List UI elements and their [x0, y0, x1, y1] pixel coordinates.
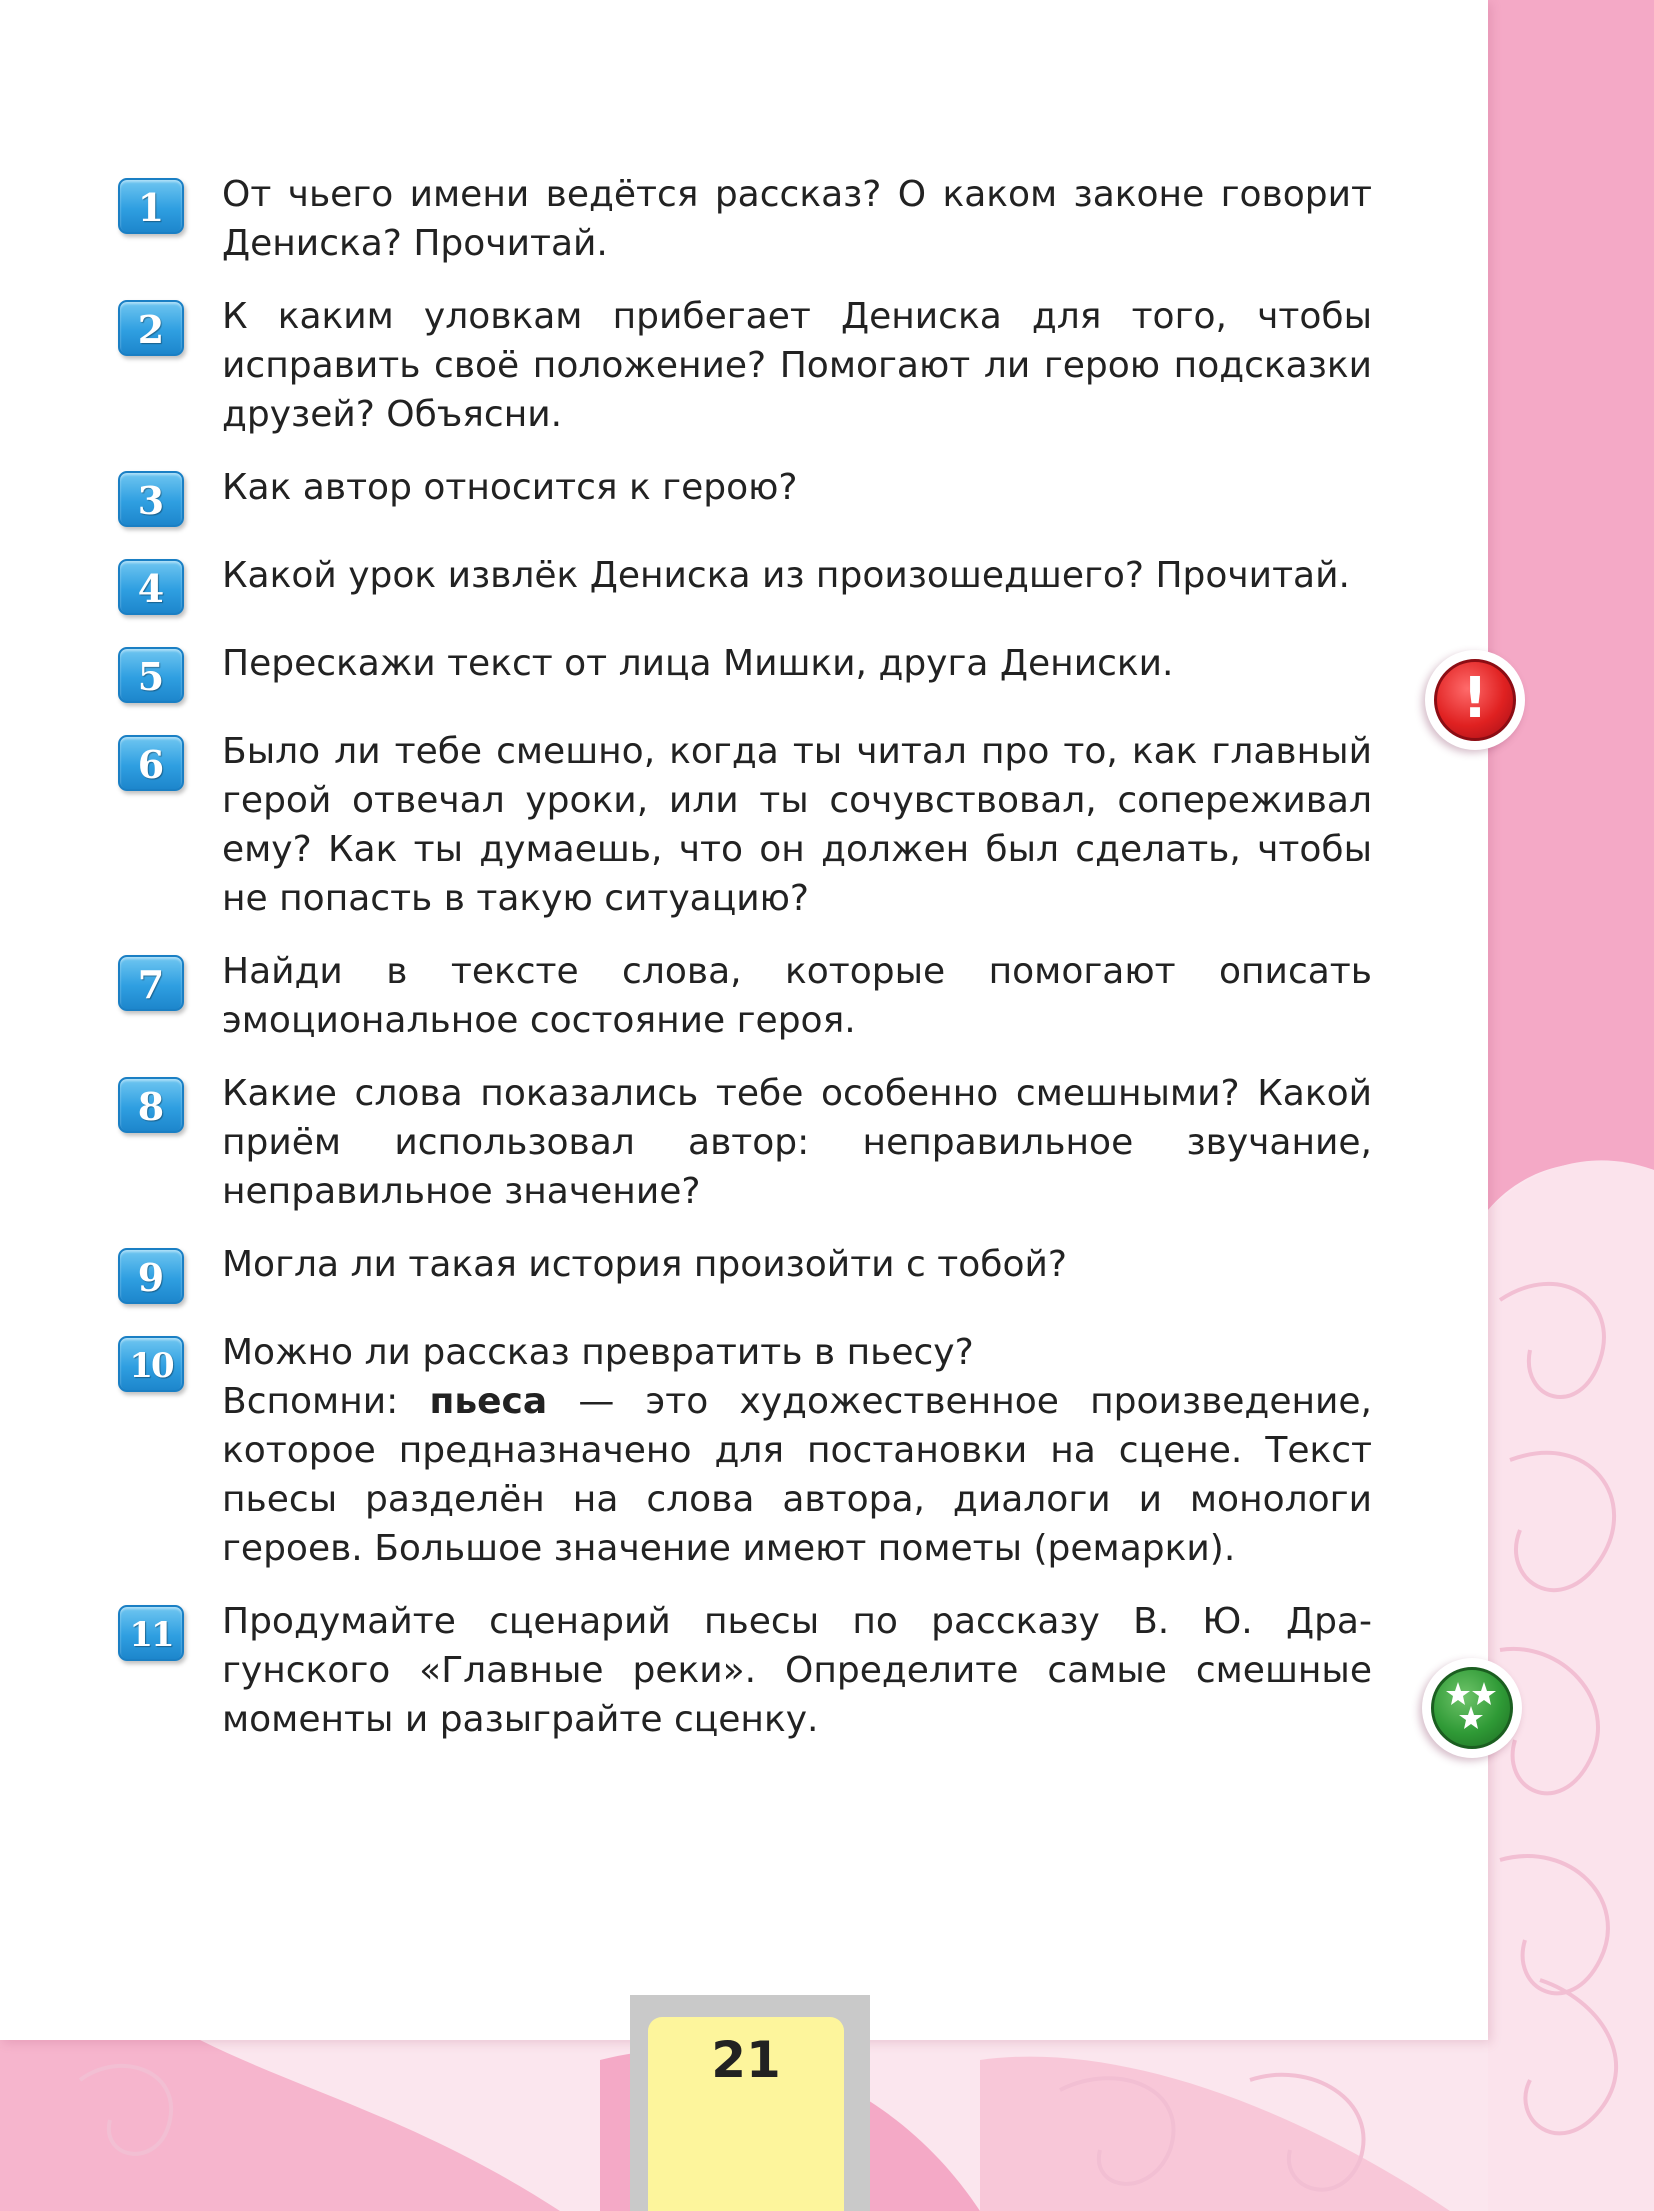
question-item [118, 727, 1373, 923]
definition-note [222, 1377, 1372, 1573]
question-number-badge: 2 [118, 300, 184, 356]
exclamation-symbol: ! [1462, 666, 1488, 731]
note-definition: — это художественное произведение, которое предназначено для постановки на сцене. Текст пьесы разделён на слова автора, диалоги и монологи героев. Большое значение имеют пометы (ремарки). [222, 1381, 1372, 1569]
question-number-badge: 8 [118, 1077, 184, 1133]
question-item [118, 1597, 1373, 1744]
question-text: Найди в тексте слова, которые помогают описать эмоциональное состояние героя. [222, 951, 1372, 1041]
question-item [118, 1069, 1373, 1216]
question-number-badge: 10 [118, 1336, 184, 1392]
question-number-badge: 7 [118, 955, 184, 1011]
question-text: Как автор относится к герою? [222, 467, 798, 508]
question-text: К каким уловкам прибегает Дениска для того, чтобы исправить своё положение? Помогают ли герою подсказки друзей? Объясни. [222, 296, 1372, 435]
question-number-badge: 9 [118, 1248, 184, 1304]
exclamation-icon [1434, 659, 1516, 741]
question-item [118, 170, 1373, 268]
important-badge [1425, 650, 1525, 750]
question-number-badge: 5 [118, 647, 184, 703]
page-number: 21 [648, 2017, 844, 2211]
question-text: От чьего имени ведётся рассказ? О каком законе говорит Дениска? Прочитай. [222, 174, 1372, 264]
question-text: Перескажи текст от лица Мишки, друга Дениски. [222, 643, 1174, 684]
question-text: Какие слова показались тебе особенно смешными? Какой приём использовал автор: неправильное звучание, неправильное значение? [222, 1073, 1372, 1212]
question-text-block [222, 1328, 1372, 1573]
question-text: Могла ли такая история произойти с тобой? [222, 1244, 1067, 1285]
question-number-badge: 4 [118, 559, 184, 615]
question-item [118, 639, 1373, 703]
question-number-badge: 6 [118, 735, 184, 791]
note-term: пьеса [429, 1381, 548, 1422]
question-text: Было ли тебе смешно, когда ты читал про то, как главный герой отвечал уроки, или ты сочувствовал, сопереживал ему? Как ты думаешь, что он должен был сделать, чтобы не попасть в такую ситуацию? [222, 731, 1372, 919]
question-text: Продумайте сценарий пьесы по рассказу В. Ю. Драгунского «Главные реки». Определите самые смешные моменты и разыграйте сценку. [222, 1601, 1372, 1740]
question-item [118, 463, 1373, 527]
question-item [118, 1240, 1373, 1304]
question-item [118, 1328, 1373, 1573]
three-stars-icon [1431, 1667, 1513, 1749]
note-lead: Вспомни: [222, 1381, 430, 1422]
question-number-badge: 3 [118, 471, 184, 527]
question-item [118, 947, 1373, 1045]
group-work-badge [1422, 1658, 1522, 1758]
question-item [118, 292, 1373, 439]
question-text: Какой урок извлёк Дениска из произошедшего? Прочитай. [222, 555, 1350, 596]
question-number-badge: 11 [118, 1605, 184, 1661]
question-item [118, 551, 1373, 615]
question-list [118, 170, 1373, 1768]
question-text: Можно ли рассказ превратить в пьесу? [222, 1332, 974, 1373]
question-number-badge: 1 [118, 178, 184, 234]
